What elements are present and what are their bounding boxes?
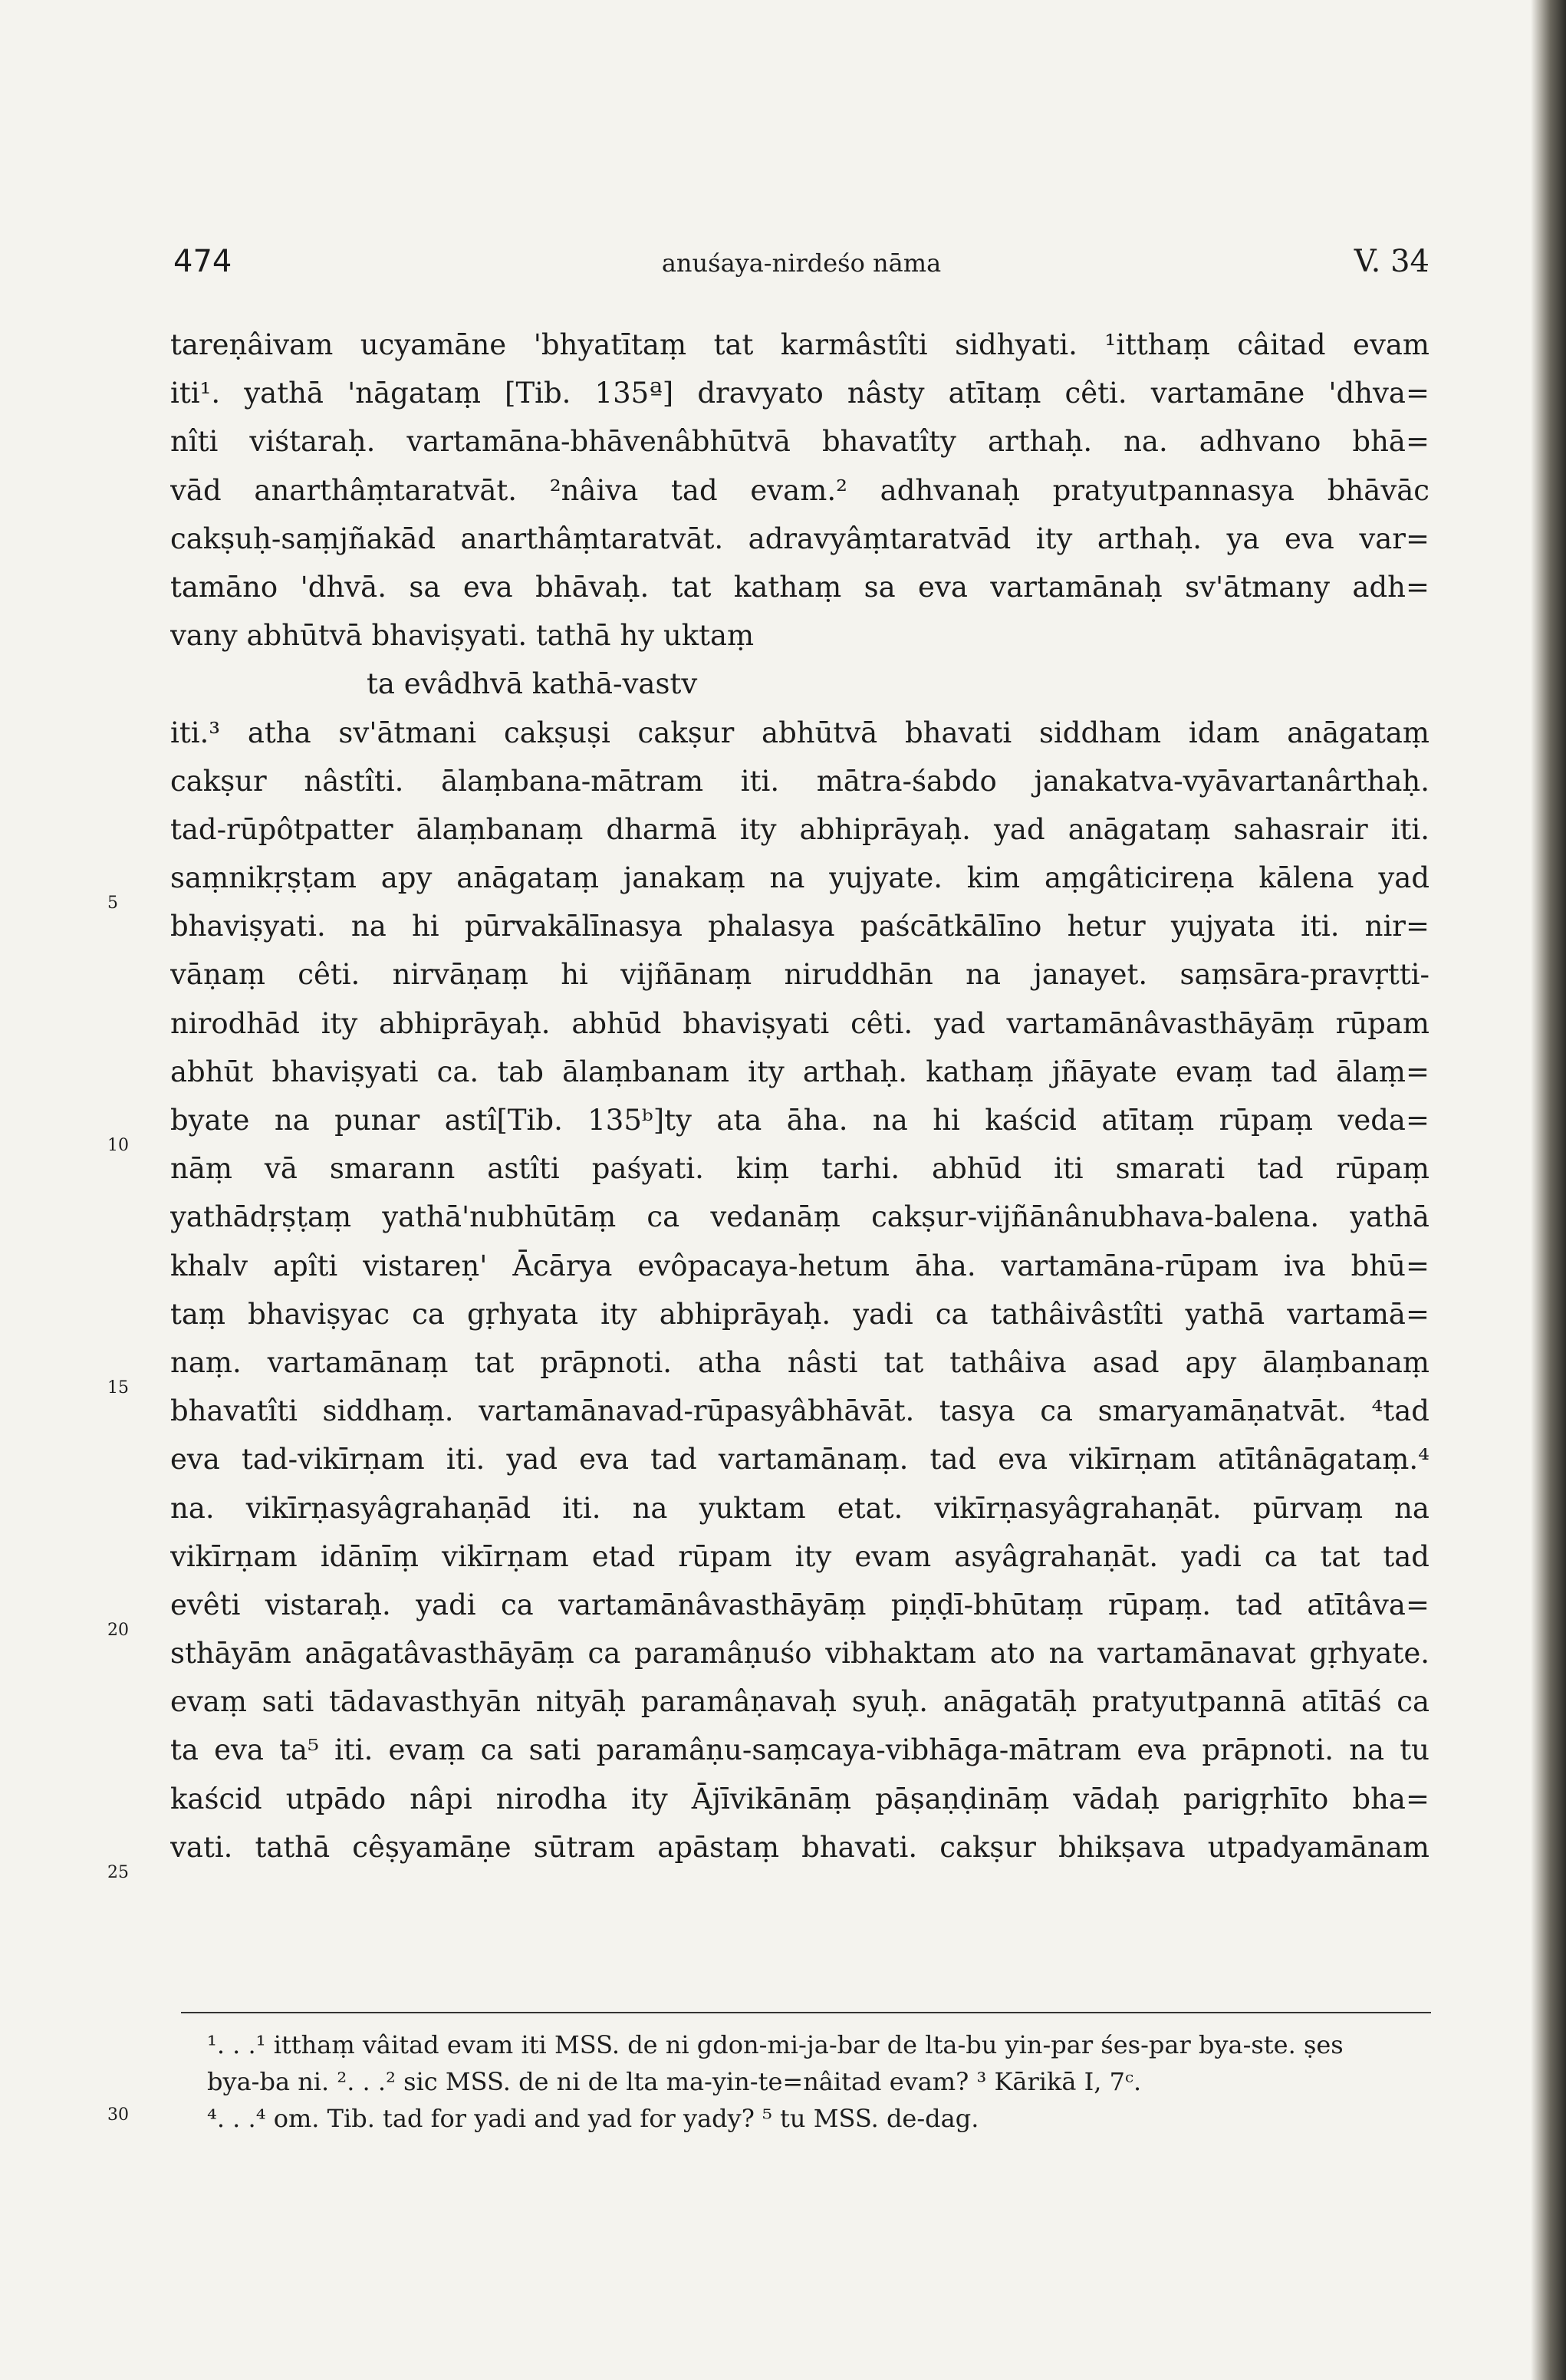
footnote-line: ¹. . .¹ itthaṃ vâitad evam iti MSS. de ni gdon-mi-ja-bar de lta-bu yin-par śes-par bya-ste. ṣes: [207, 2030, 1344, 2059]
line-number: 5: [107, 894, 118, 913]
line-number: 15: [107, 1378, 129, 1397]
text-line: bhavatîti siddhaṃ. vartamānavad-rūpasyâbhāvāt. tasya ca smaryamāṇatvāt. ⁴tad: [170, 1394, 1429, 1428]
line-number: 25: [107, 1863, 129, 1882]
text-line: nāṃ vā smarann astîti paśyati. kiṃ tarhi. abhūd iti smarati tad rūpaṃ: [170, 1152, 1429, 1186]
text-line: cakṣur nâstîti. ālaṃbana-mātram iti. mātra-śabdo janakatva-vyāvartanârthaḥ.: [170, 764, 1429, 798]
text-line: abhūt bhaviṣyati ca. tab ālaṃbanam ity arthaḥ. kathaṃ jñāyate evaṃ tad ālaṃ=: [170, 1055, 1429, 1088]
text-line: cakṣuḥ-saṃjñakād anarthâṃtaratvāt. adravyâṃtaratvād ity arthaḥ. ya eva var=: [170, 522, 1429, 555]
text-line: byate na punar astî[Tib. 135ᵇ]ty ata āha. na hi kaścid atītaṃ rūpaṃ veda=: [170, 1104, 1429, 1137]
text-line: vany abhūtvā bhaviṣyati. tathā hy uktaṃ: [170, 619, 755, 653]
text-line: taṃ bhaviṣyac ca gṛhyata ity abhiprāyaḥ. yadi ca tathâivâstîti yathā vartamā=: [170, 1297, 1429, 1331]
text-line: naṃ. vartamānaṃ tat prāpnoti. atha nâsti tat tathâiva asad apy ālaṃbanaṃ: [170, 1345, 1429, 1379]
text-line: saṃnikṛṣṭam apy anāgataṃ janakaṃ na yujyate. kim aṃgâticireṇa kālena yad: [170, 861, 1429, 895]
footnote-line: ⁴. . .⁴ om. Tib. tad for yadi and yad for yady? ⁵ tu MSS. de-dag.: [207, 2104, 979, 2133]
text-line: khalv apîti vistareṇ' Ācārya evôpacaya-hetum āha. vartamāna-rūpam iva bhū=: [170, 1249, 1429, 1282]
text-line: yathādṛṣṭaṃ yathā'nubhūtāṃ ca vedanāṃ cakṣur-vijñānânubhava-balena. yathā: [170, 1200, 1429, 1234]
text-line: ta eva ta⁵ iti. evaṃ ca sati paramâṇu-saṃcaya-vibhāga-mātram eva prāpnoti. na tu: [170, 1733, 1429, 1767]
running-title: anuśaya-nirdeśo nāma: [661, 249, 942, 278]
footnote-line: bya-ba ni. ². . .² sic MSS. de ni de lta ma-yin-te=nâitad evam? ³ Kārikā I, 7ᶜ.: [207, 2067, 1142, 2096]
line-number: 20: [107, 1621, 129, 1640]
line-number: 10: [107, 1136, 129, 1155]
text-line: eva tad-vikīrṇam iti. yad eva tad vartamānaṃ. tad eva vikīrṇam atītânāgataṃ.⁴: [170, 1443, 1429, 1476]
text-line: vāṇaṃ cêti. nirvāṇaṃ hi vijñānaṃ niruddhān na janayet. saṃsāra-pravṛtti-: [170, 958, 1429, 992]
text-line: vād anarthâṃtaratvāt. ²nâiva tad evam.² adhvanaḥ pratyutpannasya bhāvāc: [170, 473, 1429, 507]
text-line: nîti viśtaraḥ. vartamāna-bhāvenâbhūtvā bhavatîty arthaḥ. na. adhvano bhā=: [170, 425, 1429, 459]
page-number: 474: [173, 244, 232, 279]
text-line: kaścid utpādo nâpi nirodha ity Ājīvikānāṃ pāṣaṇḍināṃ vādaḥ parigṛhīto bha=: [170, 1782, 1429, 1815]
text-line: bhaviṣyati. na hi pūrvakālīnasya phalasya paścātkālīno hetur yujyata iti. nir=: [170, 910, 1429, 943]
text-line: vati. tathā cêṣyamāṇe sūtram apāstaṃ bhavati. cakṣur bhikṣava utpadyamānam: [170, 1830, 1429, 1864]
text-line: nirodhād ity abhiprāyaḥ. abhūd bhaviṣyati cêti. yad vartamānâvasthāyāṃ rūpam: [170, 1006, 1429, 1040]
text-line: na. vikīrṇasyâgrahaṇād iti. na yuktam etat. vikīrṇasyâgrahaṇāt. pūrvaṃ na: [170, 1491, 1429, 1525]
text-line: tareṇâivam ucyamāne 'bhyatītaṃ tat karmâstîti sidhyati. ¹itthaṃ câitad evam: [170, 328, 1429, 361]
verse-line: ta evâdhvā kathā-vastv: [367, 667, 698, 701]
text-line: iti¹. yathā 'nāgataṃ [Tib. 135ª] dravyato nâsty atītaṃ cêti. vartamāne 'dhva=: [170, 377, 1429, 410]
main-text: [170, 321, 1429, 1871]
section-reference: V. 34: [1354, 244, 1429, 279]
text-line: evêti vistaraḥ. yadi ca vartamānâvasthāyāṃ piṇḍī-bhūtaṃ rūpaṃ. tad atītâva=: [170, 1588, 1429, 1621]
text-line: tamāno 'dhvā. sa eva bhāvaḥ. tat kathaṃ sa eva vartamānaḥ sv'ātmany adh=: [170, 570, 1429, 604]
footnotes: [207, 2026, 1434, 2137]
text-line: vikīrṇam idānīṃ vikīrṇam etad rūpam ity evam asyâgrahaṇāt. yadi ca tat tad: [170, 1539, 1429, 1573]
text-line: iti.³ atha sv'ātmani cakṣuṣi cakṣur abhūtvā bhavati siddham idam anāgataṃ: [170, 716, 1429, 749]
page-header: [173, 244, 1429, 290]
page-edge-shadow: [1531, 0, 1566, 2380]
text-line: evaṃ sati tādavasthyān nityāḥ paramâṇavaḥ syuḥ. anāgatāḥ pratyutpannā atītāś ca: [170, 1685, 1429, 1719]
text-line: tad-rūpôtpatter ālaṃbanaṃ dharmā ity abhiprāyaḥ. yad anāgataṃ sahasrair iti.: [170, 812, 1429, 846]
footnote-divider: [181, 2012, 1431, 2013]
line-number: 30: [107, 2105, 129, 2125]
text-line: sthāyām anāgatâvasthāyāṃ ca paramâṇuśo vibhaktam ato na vartamānavat gṛhyate.: [170, 1637, 1429, 1671]
